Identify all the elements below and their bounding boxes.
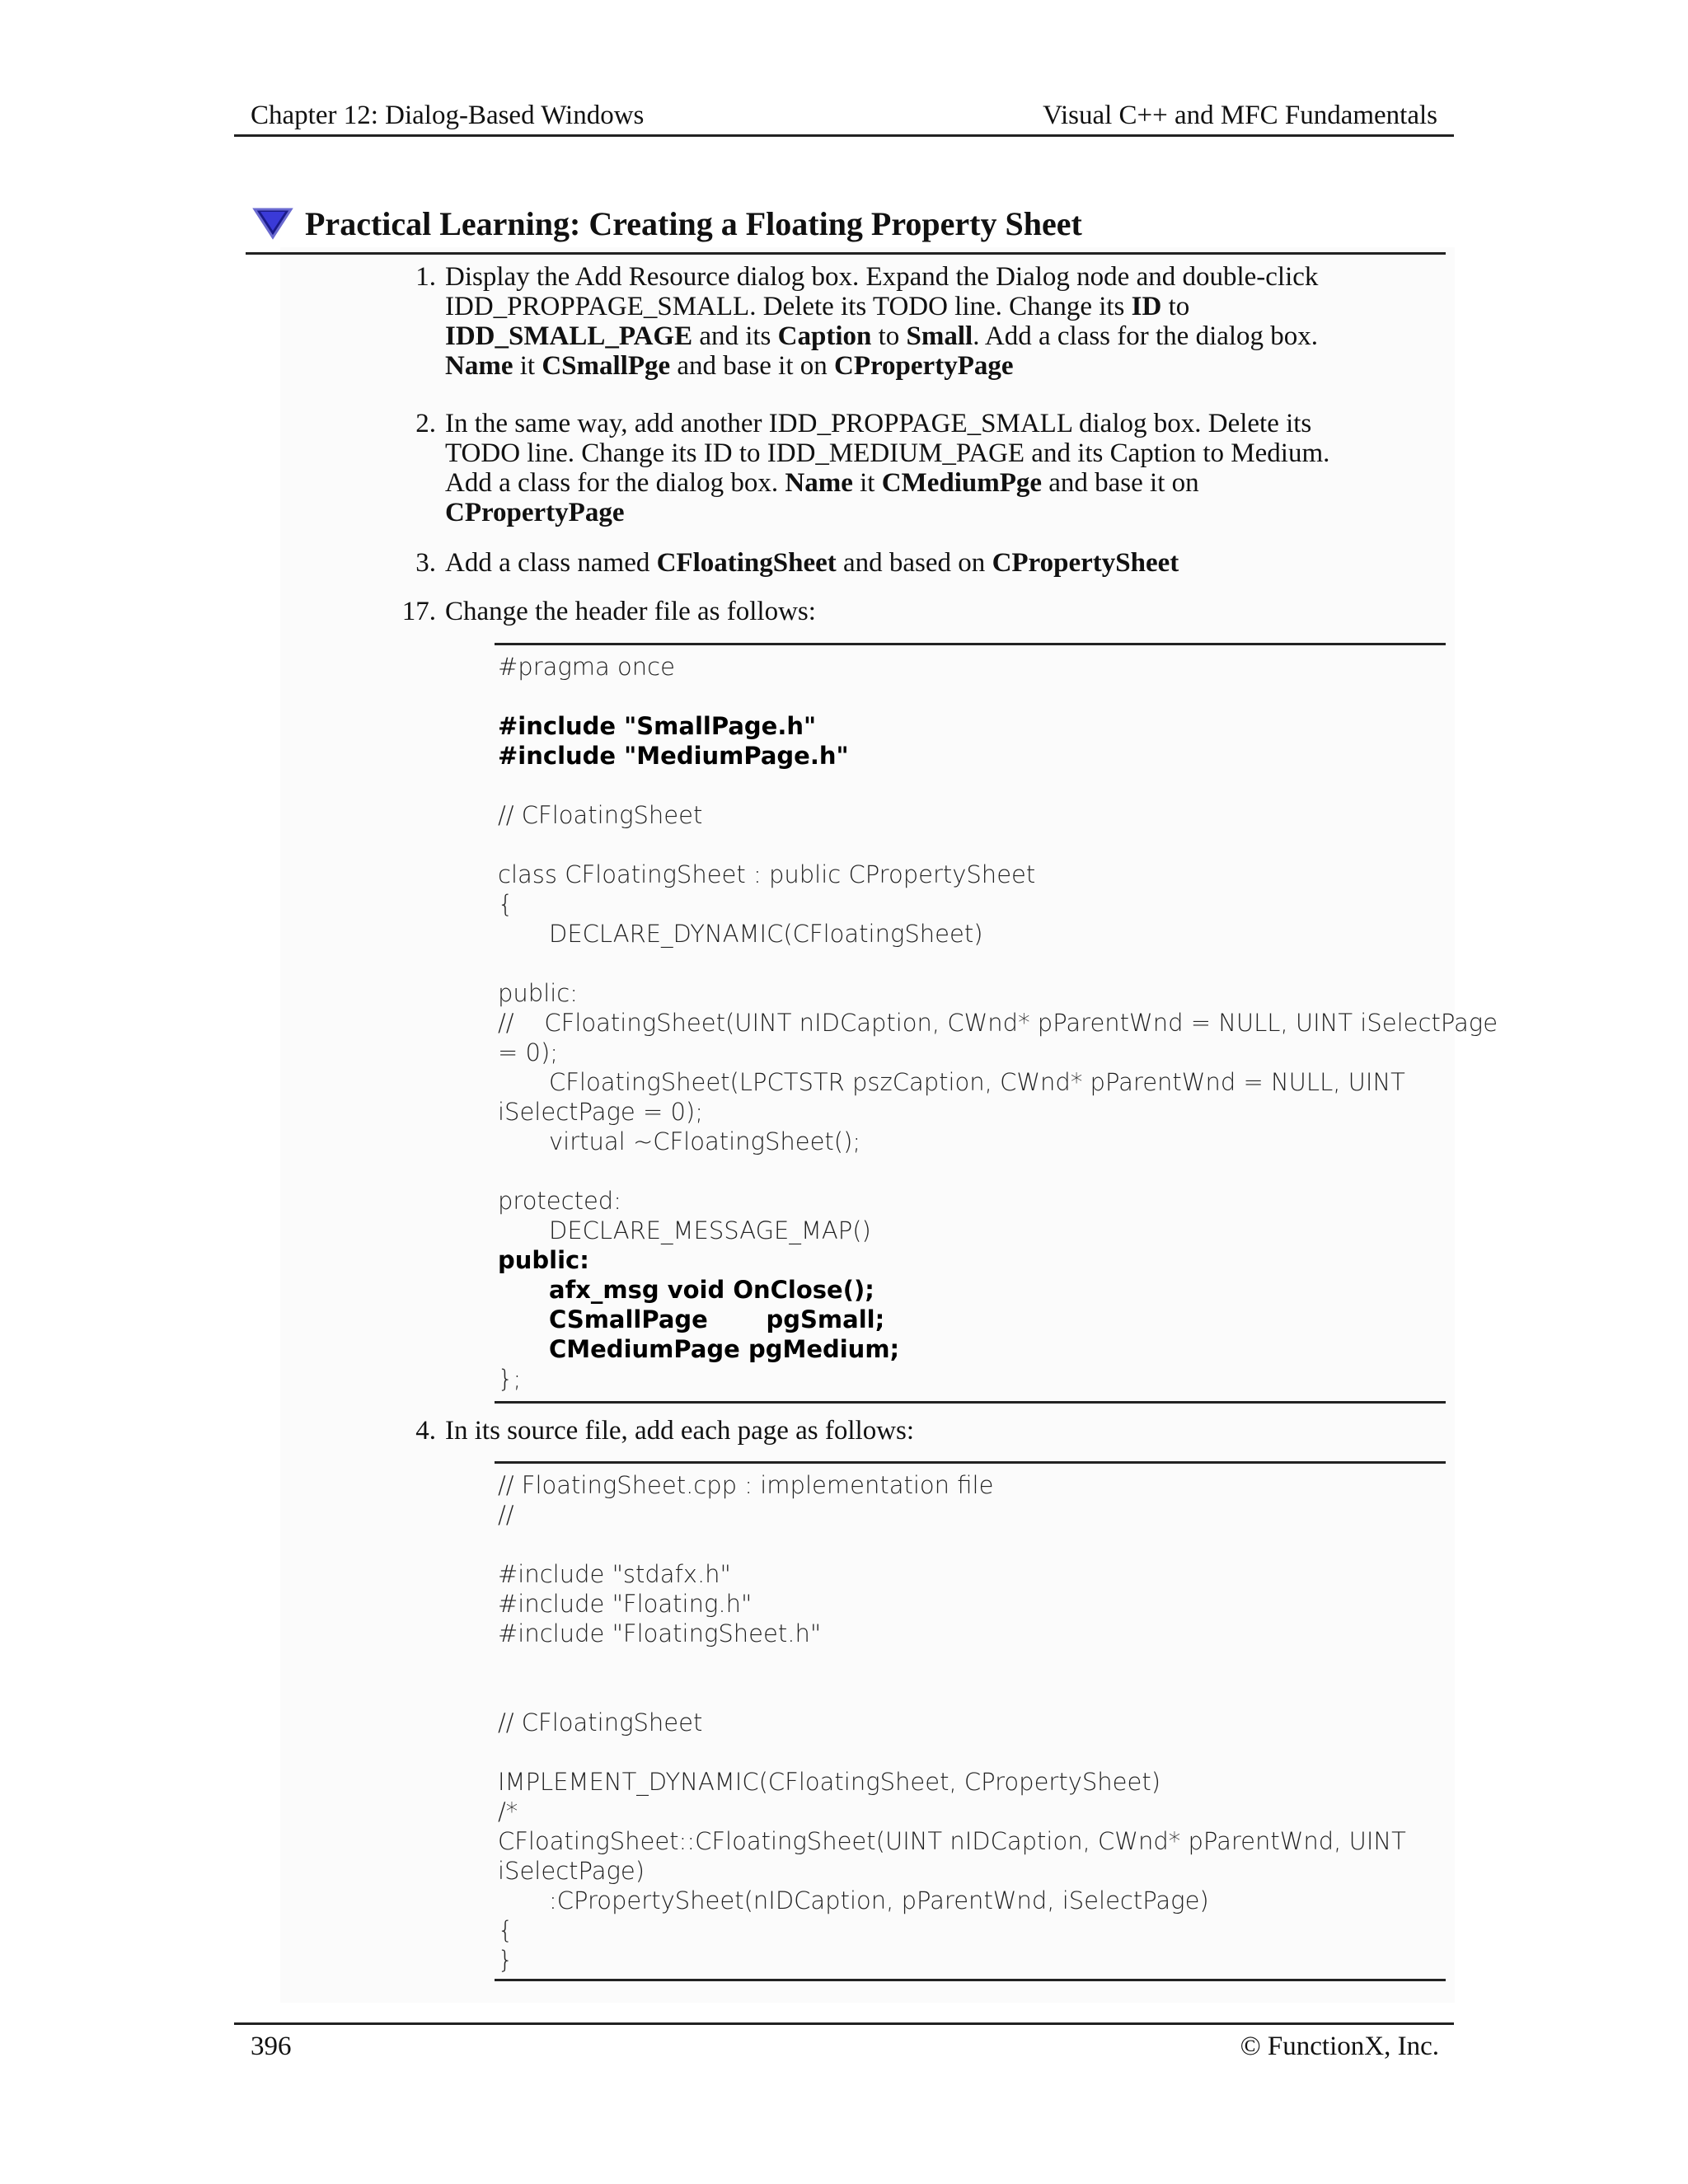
- code-line: }: [498, 1946, 513, 1974]
- step-text-line: Add a class for the dialog box. Name it CMediumPge and base it on: [445, 468, 1199, 498]
- step-text-line: Name it CSmallPge and base it on CPropertyPage: [445, 351, 1014, 381]
- step-4: [415, 1416, 1434, 1446]
- step-text-line: IDD_SMALL_PAGE and its Caption to Small. Add a class for the dialog box.: [445, 321, 1319, 351]
- code-line: {: [498, 1916, 513, 1944]
- code-line: CSmallPage pgSmall;: [549, 1305, 885, 1333]
- page-footer: [234, 2022, 1454, 2066]
- code-line: #pragma once: [498, 653, 675, 681]
- code-line: /*: [498, 1797, 518, 1825]
- code-line: DECLARE_DYNAMIC(CFloatingSheet): [549, 920, 983, 948]
- code-line: public:: [498, 979, 579, 1007]
- step-number: 3.: [415, 548, 436, 578]
- code-line: CMediumPage pgMedium;: [549, 1335, 900, 1363]
- step-text-line: In its source file, add each page as follows:: [445, 1416, 915, 1446]
- chapter-title: Chapter 12: Dialog-Based Windows: [251, 101, 645, 130]
- code-line: // FloatingSheet.cpp : implementation file: [498, 1471, 994, 1499]
- code-line: };: [498, 1365, 522, 1393]
- code-line: // CFloatingSheet: [498, 801, 703, 829]
- code-line: {: [498, 890, 513, 918]
- triangle-down-icon: [251, 201, 295, 242]
- code-line: public:: [498, 1246, 589, 1274]
- step-text-line: TODO line. Change its ID to IDD_MEDIUM_PAGE and its Caption to Medium.: [445, 438, 1330, 468]
- code-line: virtual ~CFloatingSheet();: [549, 1127, 861, 1155]
- step-text-line: Change the header file as follows:: [445, 597, 816, 626]
- step-text-line: Display the Add Resource dialog box. Expand the Dialog node and double-click: [445, 262, 1319, 292]
- step-number: 17.: [401, 597, 436, 626]
- code-line: afx_msg void OnClose();: [549, 1276, 874, 1304]
- step-number: 2.: [415, 409, 436, 438]
- code-line: protected:: [498, 1187, 621, 1215]
- step-text-line: CPropertyPage: [445, 498, 625, 527]
- code-line: iSelectPage = 0);: [498, 1098, 703, 1126]
- copyright: © FunctionX, Inc.: [1240, 2032, 1439, 2061]
- page-header: [234, 97, 1454, 137]
- code-line: iSelectPage): [498, 1857, 645, 1885]
- code-line: :CPropertySheet(nIDCaption, pParentWnd, iSelectPage): [549, 1886, 1209, 1915]
- code-line: #include "MediumPage.h": [498, 742, 849, 770]
- book-title: Visual C++ and MFC Fundamentals: [1043, 101, 1437, 130]
- code-line: CFloatingSheet(LPCTSTR pszCaption, CWnd* pParentWnd = NULL, UINT: [549, 1068, 1405, 1096]
- code-line: #include "Floating.h": [498, 1590, 753, 1618]
- code-line: IMPLEMENT_DYNAMIC(CFloatingSheet, CPropertySheet): [498, 1768, 1161, 1796]
- code-line: // CFloatingSheet(UINT nIDCaption, CWnd* pParentWnd = NULL, UINT iSelectPage: [498, 1009, 1498, 1037]
- code-line: CFloatingSheet::CFloatingSheet(UINT nIDCaption, CWnd* pParentWnd, UINT: [498, 1827, 1406, 1855]
- code-line: #include "SmallPage.h": [498, 712, 817, 740]
- code-line: // CFloatingSheet: [498, 1708, 703, 1736]
- code-line: //: [498, 1501, 514, 1529]
- page-number: 396: [251, 2032, 292, 2061]
- code-line: #include "FloatingSheet.h": [498, 1619, 822, 1647]
- step-text-line: Add a class named CFloatingSheet and based on CPropertySheet: [445, 548, 1179, 578]
- practical-learning-heading: [246, 198, 1446, 255]
- code-line: #include "stdafx.h": [498, 1560, 731, 1588]
- step-text-line: IDD_PROPPAGE_SMALL. Delete its TODO line. Change its ID to: [445, 292, 1190, 321]
- code-line: class CFloatingSheet : public CPropertySheet: [498, 860, 1036, 888]
- code-line: DECLARE_MESSAGE_MAP(): [549, 1216, 871, 1244]
- code-block-header-file: [495, 643, 1498, 1404]
- step-text-line: In the same way, add another IDD_PROPPAGE_SMALL dialog box. Delete its: [445, 409, 1312, 438]
- step-1: [415, 262, 1434, 381]
- code-block-source-file: [495, 1461, 1446, 1981]
- step-3: [415, 548, 1434, 578]
- step-2: [415, 409, 1434, 527]
- step-17: [401, 597, 1434, 626]
- code-line: = 0);: [498, 1038, 559, 1066]
- step-number: 1.: [415, 262, 436, 292]
- section-title: Practical Learning: Creating a Floating Property Sheet: [305, 205, 1082, 242]
- step-number: 4.: [415, 1416, 436, 1446]
